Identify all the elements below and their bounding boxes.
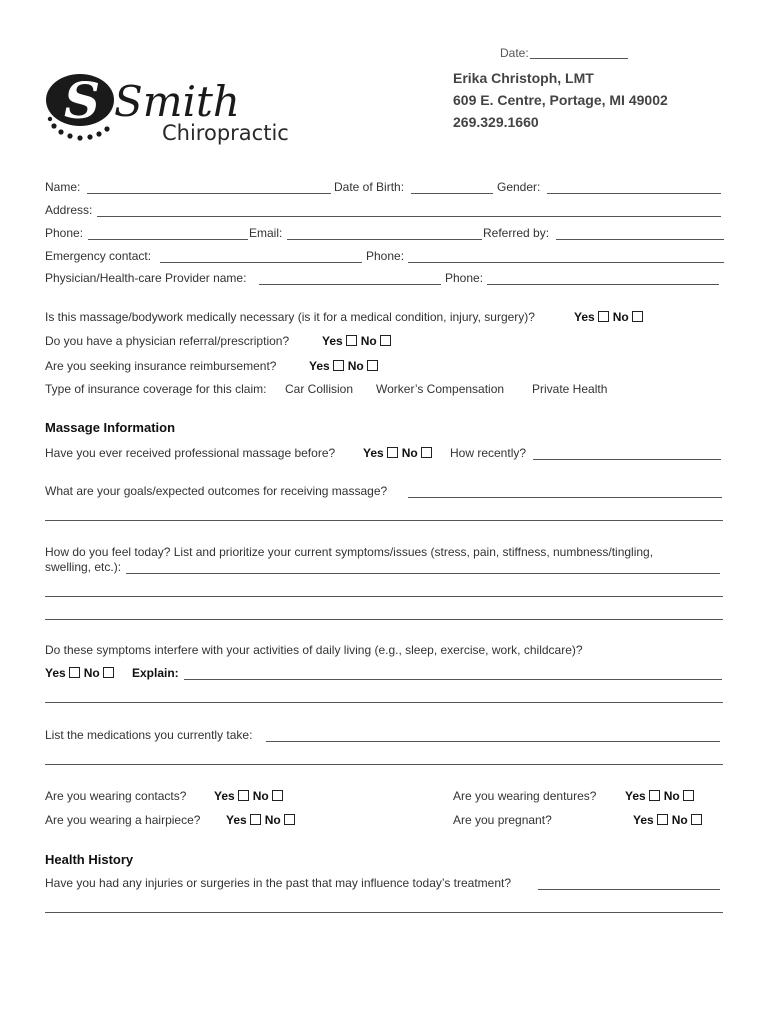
emergency-contact-field[interactable]	[160, 262, 362, 263]
health-history-heading: Health History	[45, 852, 134, 867]
q-received-massage: Have you ever received professional massage before?	[45, 446, 336, 460]
checkbox-yes-necessary[interactable]	[598, 311, 609, 322]
email-label: Email:	[249, 226, 283, 240]
address-field[interactable]	[97, 216, 721, 217]
q-dentures: Are you wearing dentures?	[453, 789, 597, 803]
q-physician-referral: Do you have a physician referral/prescription?	[45, 334, 290, 348]
logo-script-text: Smith	[114, 77, 240, 126]
checkbox-yes-dentures[interactable]	[649, 790, 660, 801]
q-hairpiece: Are you wearing a hairpiece?	[45, 813, 201, 827]
massage-info-heading: Massage Information	[45, 420, 176, 435]
yes-no-contacts: Yes No	[214, 789, 287, 803]
q-feel-today-cont: swelling, etc.):	[45, 560, 122, 574]
coverage-option-private-health[interactable]: Private Health	[532, 382, 608, 396]
yes-no-referral: Yes No	[322, 334, 395, 348]
checkbox-no-received[interactable]	[421, 447, 432, 458]
checkbox-yes-referral[interactable]	[346, 335, 357, 346]
symptoms-field-line-3[interactable]	[45, 619, 723, 620]
physician-name-field[interactable]	[259, 284, 441, 285]
yes-no-interfere: Yes No	[45, 666, 118, 680]
checkbox-yes-insurance[interactable]	[333, 360, 344, 371]
referred-by-label: Referred by:	[483, 226, 550, 240]
explain-field[interactable]	[184, 679, 722, 680]
provider-address: 609 E. Centre, Portage, MI 49002	[453, 92, 668, 108]
checkbox-yes-pregnant[interactable]	[657, 814, 668, 825]
yes-no-hairpiece: Yes No	[226, 813, 299, 827]
referred-by-field[interactable]	[556, 239, 724, 240]
checkbox-no-necessary[interactable]	[632, 311, 643, 322]
yes-no-insurance: Yes No	[309, 359, 382, 373]
name-field[interactable]	[87, 193, 331, 194]
q-pregnant: Are you pregnant?	[453, 813, 552, 827]
q-insurance-reimbursement: Are you seeking insurance reimbursement?	[45, 359, 277, 373]
symptoms-field[interactable]	[126, 573, 720, 574]
how-recently-field[interactable]	[533, 459, 721, 460]
q-contacts: Are you wearing contacts?	[45, 789, 187, 803]
emergency-phone-label: Phone:	[366, 249, 405, 263]
smith-chiropractic-logo	[44, 68, 314, 150]
checkbox-no-contacts[interactable]	[272, 790, 283, 801]
checkbox-no-pregnant[interactable]	[691, 814, 702, 825]
checkbox-yes-interfere[interactable]	[69, 667, 80, 678]
dob-label: Date of Birth:	[334, 180, 405, 194]
checkbox-no-referral[interactable]	[380, 335, 391, 346]
q-injuries: Have you had any injuries or surgeries in the past that may influence today’s treatment?	[45, 876, 512, 890]
emergency-phone-field[interactable]	[408, 262, 724, 263]
yes-no-pregnant: Yes No	[633, 813, 706, 827]
injuries-field[interactable]	[538, 889, 720, 890]
physician-phone-label: Phone:	[445, 271, 484, 285]
address-label: Address:	[45, 203, 93, 217]
phone-label: Phone:	[45, 226, 84, 240]
checkbox-no-hairpiece[interactable]	[284, 814, 295, 825]
injuries-field-line-2[interactable]	[45, 912, 723, 913]
checkbox-no-insurance[interactable]	[367, 360, 378, 371]
checkbox-no-dentures[interactable]	[683, 790, 694, 801]
q-medications: List the medications you currently take:	[45, 728, 253, 742]
q-goals: What are your goals/expected outcomes for receiving massage?	[45, 484, 388, 498]
goals-field-line-2[interactable]	[45, 520, 723, 521]
emergency-contact-label: Emergency contact:	[45, 249, 152, 263]
physician-phone-field[interactable]	[487, 284, 719, 285]
dob-field[interactable]	[411, 193, 493, 194]
symptoms-field-line-2[interactable]	[45, 596, 723, 597]
provider-name: Erika Christoph, LMT	[453, 70, 594, 86]
medications-field[interactable]	[266, 741, 720, 742]
checkbox-yes-received[interactable]	[387, 447, 398, 458]
goals-field[interactable]	[408, 497, 722, 498]
coverage-label: Type of insurance coverage for this claim:	[45, 382, 267, 396]
gender-field[interactable]	[547, 193, 721, 194]
gender-label: Gender:	[497, 180, 541, 194]
yes-no-dentures: Yes No	[625, 789, 698, 803]
yes-no-necessary: Yes No	[574, 310, 647, 324]
coverage-option-workers-comp[interactable]: Worker’s Compensation	[376, 382, 505, 396]
explain-field-line-2[interactable]	[45, 702, 723, 703]
coverage-option-car-collision[interactable]: Car Collision	[285, 382, 354, 396]
date-field[interactable]	[530, 58, 628, 59]
medications-field-line-2[interactable]	[45, 764, 723, 765]
checkbox-yes-hairpiece[interactable]	[250, 814, 261, 825]
logo-sub-text: Chiropractic	[162, 121, 289, 145]
checkbox-no-interfere[interactable]	[103, 667, 114, 678]
explain-label: Explain:	[132, 666, 179, 680]
svg-text:S: S	[63, 71, 101, 130]
name-label: Name:	[45, 180, 81, 194]
provider-phone: 269.329.1660	[453, 114, 539, 130]
physician-name-label: Physician/Health-care Provider name:	[45, 271, 247, 285]
email-field[interactable]	[287, 239, 482, 240]
phone-field[interactable]	[88, 239, 248, 240]
q-medically-necessary: Is this massage/bodywork medically necessary (is it for a medical condition, injury, surgery)?	[45, 310, 535, 324]
checkbox-yes-contacts[interactable]	[238, 790, 249, 801]
yes-no-received: Yes No	[363, 446, 436, 460]
date-label: Date:	[500, 46, 529, 60]
q-feel-today: How do you feel today? List and prioritize your current symptoms/issues (stress, pain, stiffness, numbness/tingling,	[45, 545, 654, 559]
how-recently-label: How recently?	[450, 446, 527, 460]
q-interfere: Do these symptoms interfere with your activities of daily living (e.g., sleep, exercise, work, childcare)?	[45, 643, 583, 657]
